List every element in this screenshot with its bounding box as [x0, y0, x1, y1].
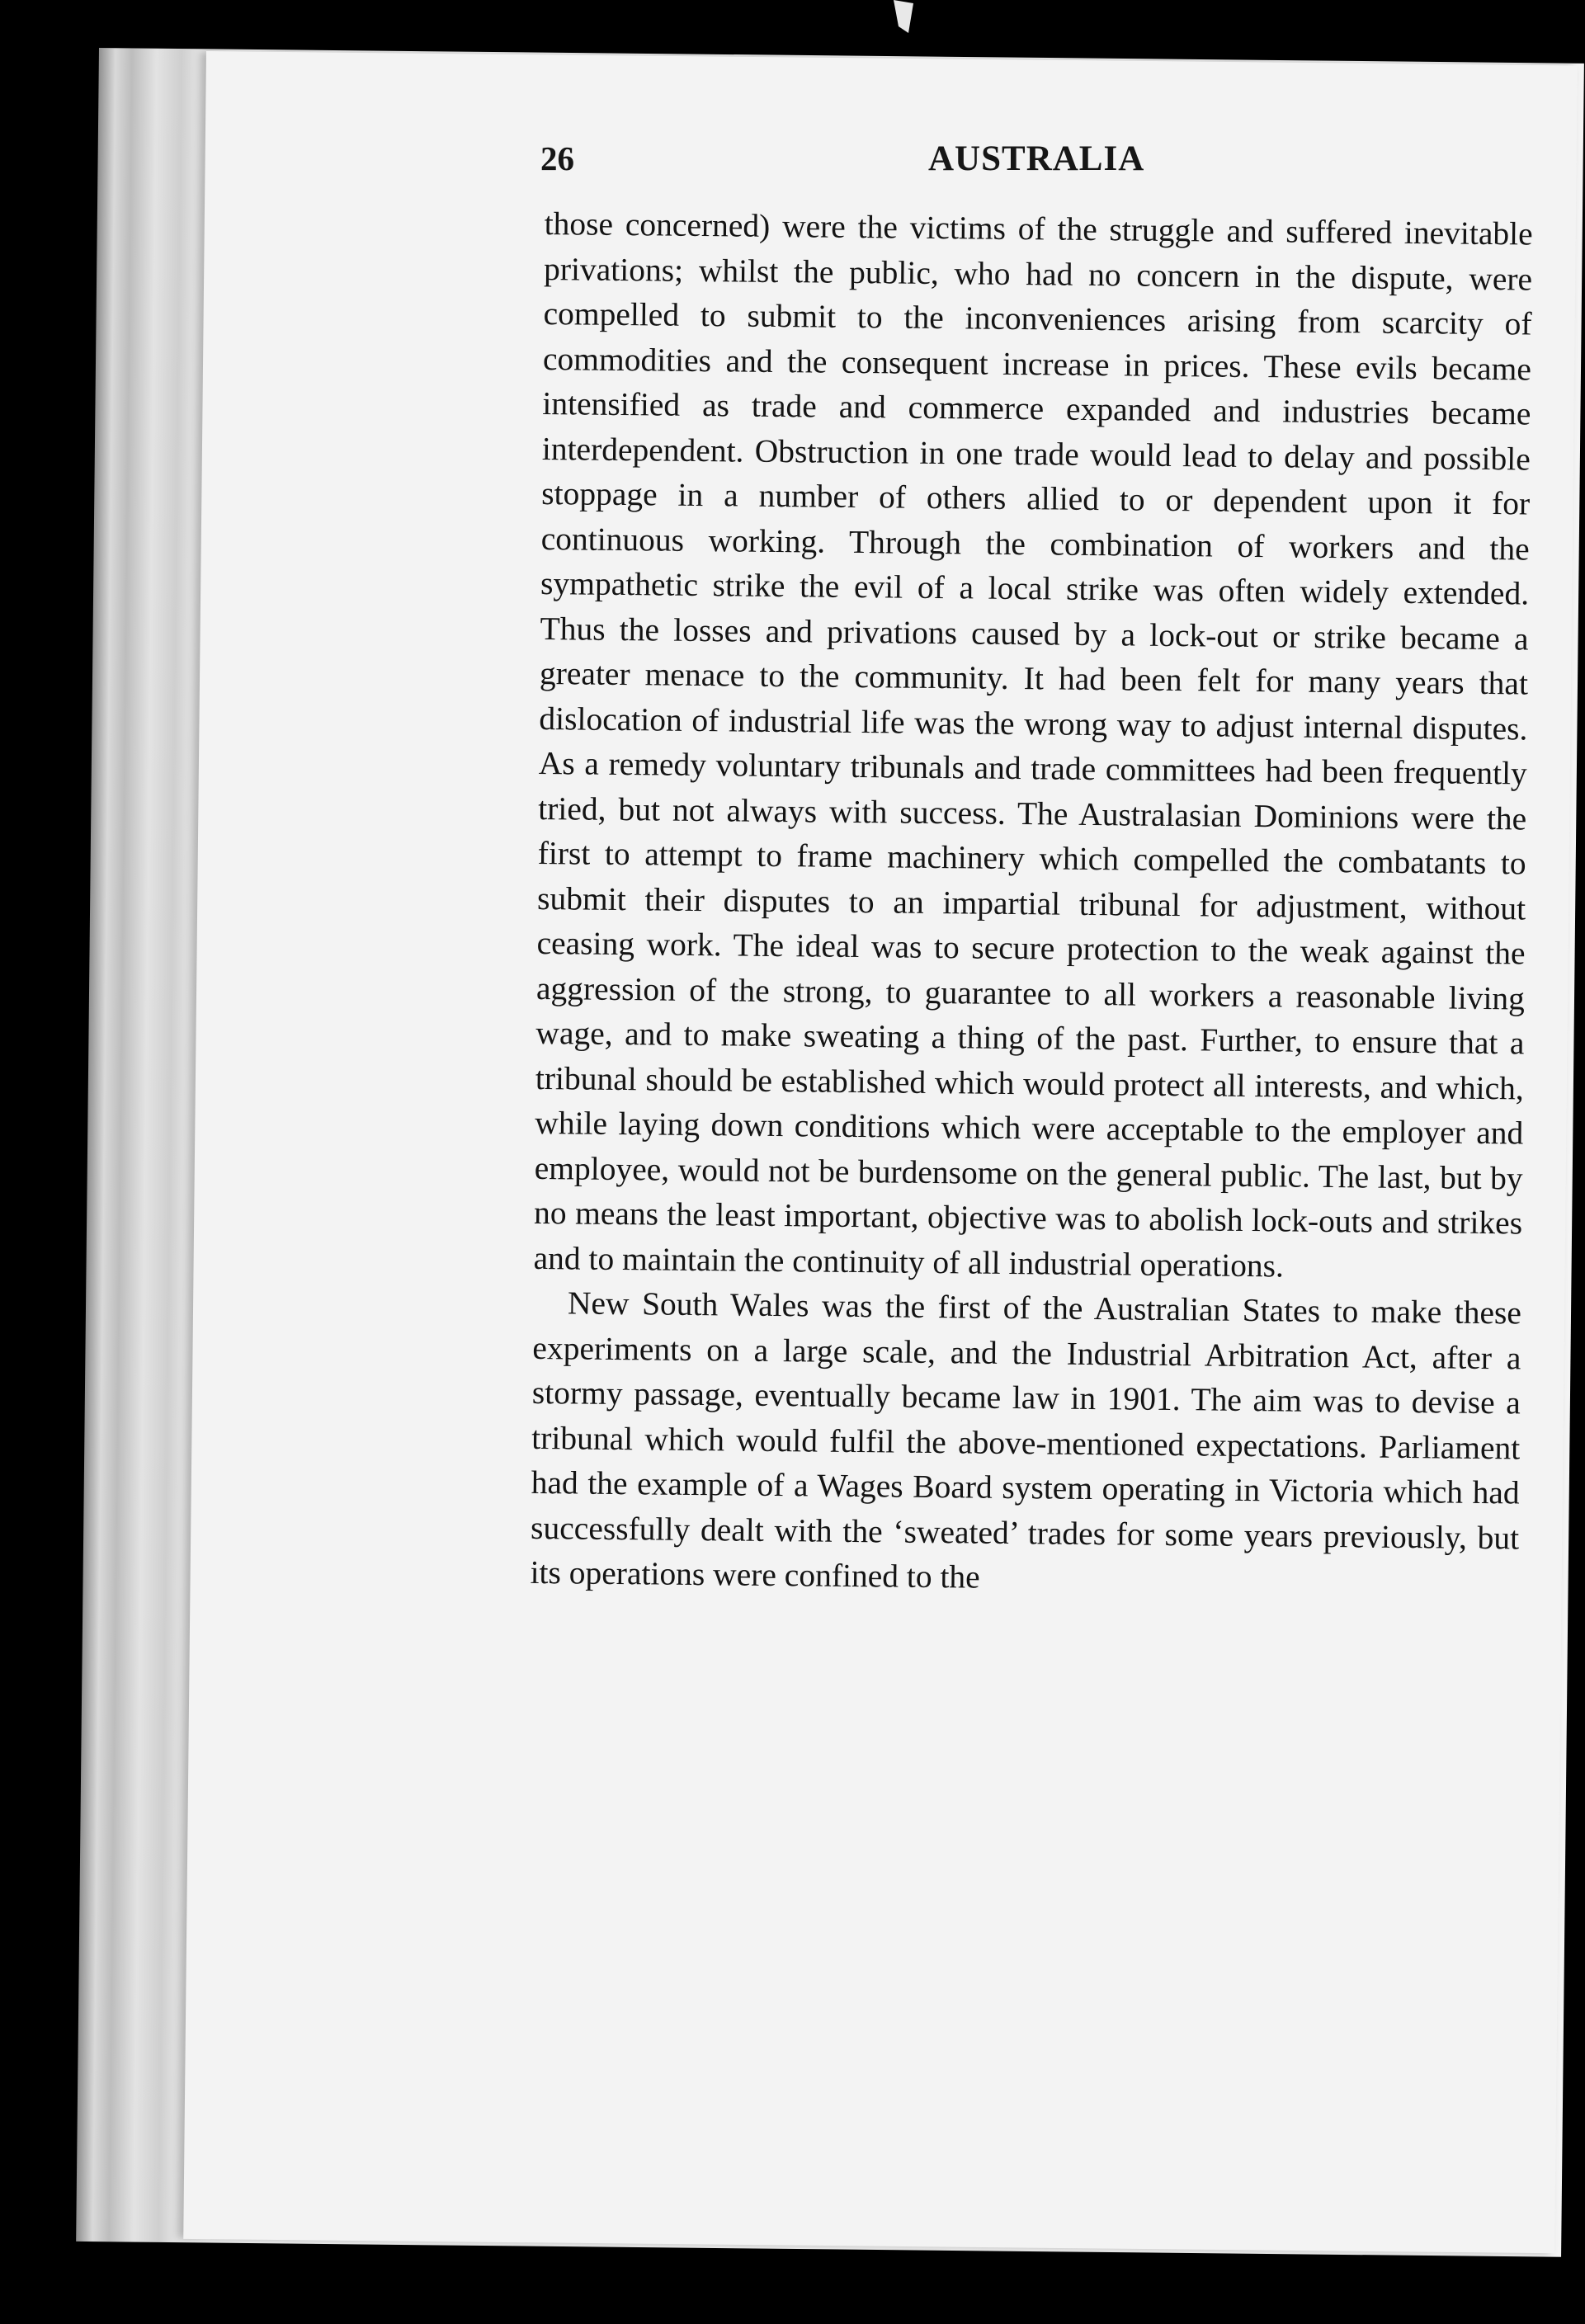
page-number: 26: [540, 139, 574, 177]
body-text: [530, 201, 1533, 1605]
paragraph: those concerned) were the victims of the struggle and suffered inevitable privations; whilst the public, who had no concern in the dispute, were compelled to submit to the inconveniences arising from scarcity of commodities and the consequent increase in prices. These evils became intensified as trade and commerce expanded and industries became interdependent. Obstruction in one trade would lead to delay and possible stoppage in a number of others allied to or dependent upon it for continuous working. Through the combination of workers and the sympathetic strike the evil of a local strike was often widely extended. Thus the losses and privations caused by a lock-out or strike became a greater menace to the community. It had been felt for many years that dislocation of industrial life was the wrong way to adjust internal disputes. As a remedy voluntary tribunals and trade committees had been frequently tried, but not always with success. The Australasian Dominions were the first to attempt to frame machinery which compelled the combatants to submit their disputes to an impartial tribunal for adjustment, without ceasing work. The ideal was to secure protection to the weak against the aggression of the strong, to guarantee to all workers a reasonable living wage, and to make sweating a thing of the past. Further, to ensure that a tribunal should be established which would protect all interests, and which, while laying down conditions which were acceptable to the employer and employee, would not be burdensome on the general public. The last, but by no means the least important, objective was to abolish lock-outs and strikes and to maintain the continuity of all industrial operations.: [533, 205, 1533, 1284]
page-header: [540, 139, 1543, 188]
running-title: AUSTRALIA: [928, 139, 1145, 178]
paragraph: New South Wales was the first of the Australian States to make these experiments on a large scale, and the Industrial Arbitration Act, after a stormy passage, eventually became law in 1901. The aim was to devise a tribunal which would fulfil the above-mentioned expectations. Parliament had the example of a Wages Board system operating in Victoria which had successfully dealt with the ‘sweated’ trades for some years previously, but its operations were confined to the: [530, 1285, 1522, 1596]
top-edge-speck: [891, 0, 916, 33]
